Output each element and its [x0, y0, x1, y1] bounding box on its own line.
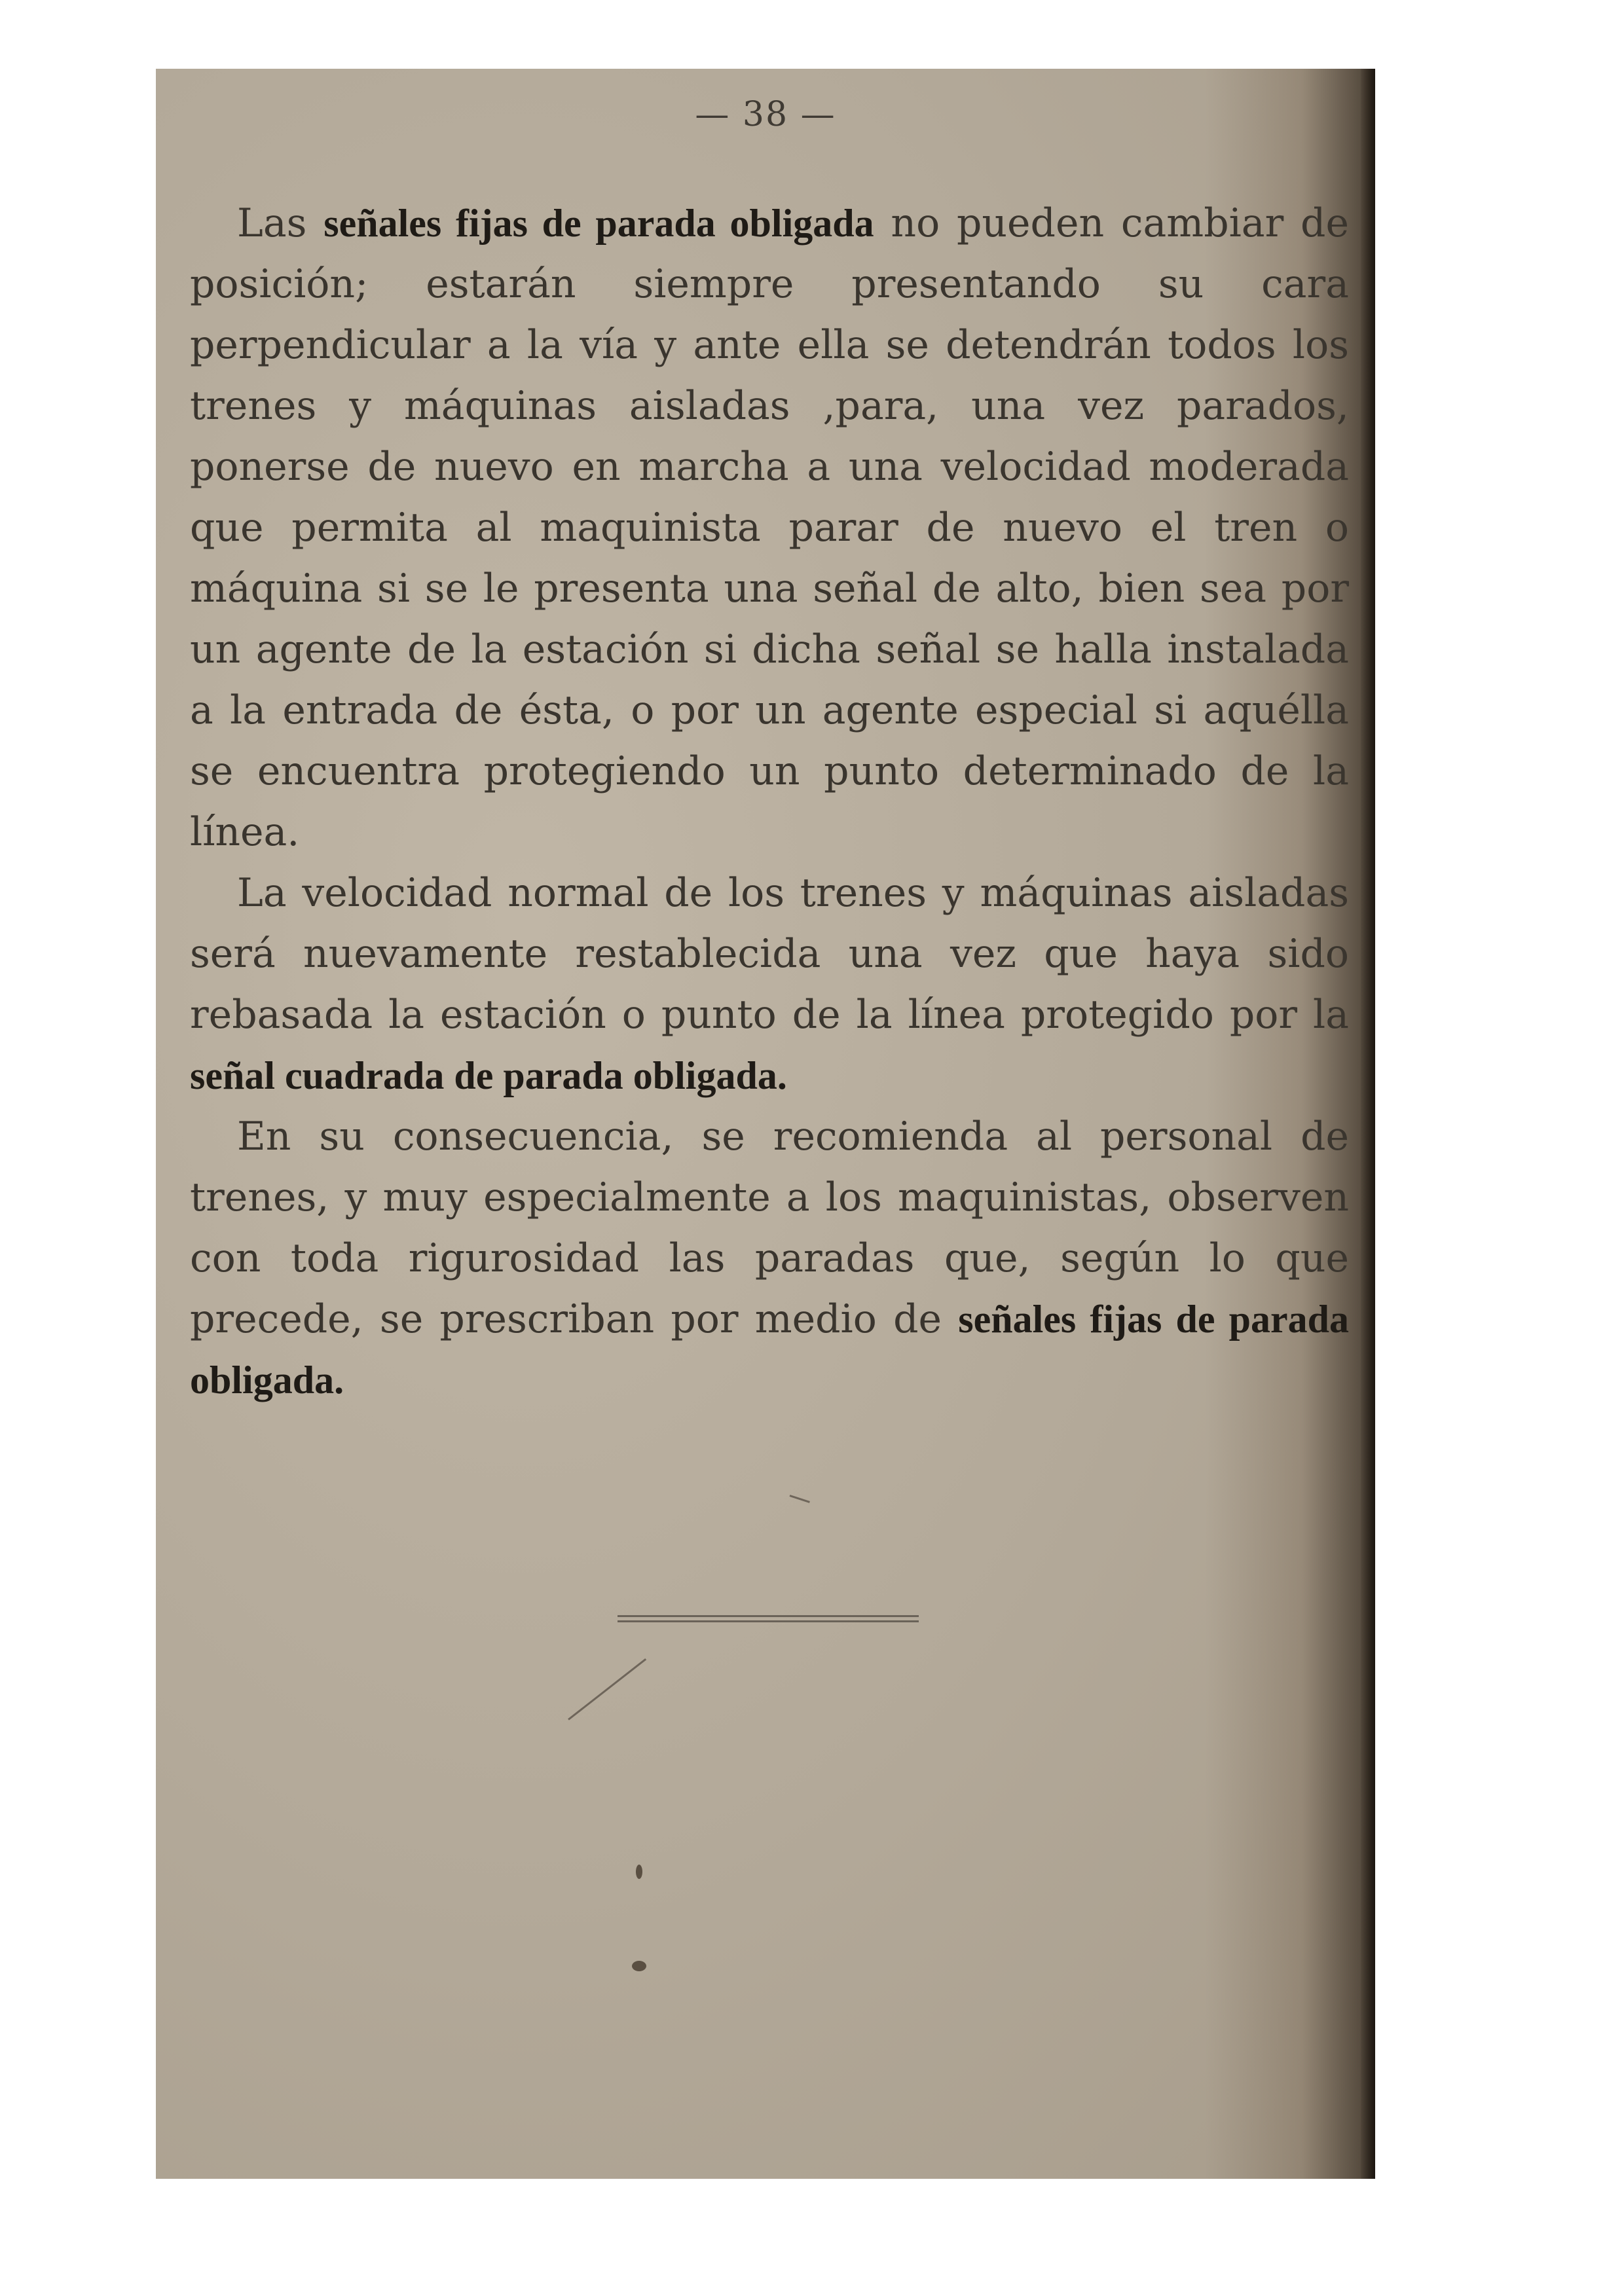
- body-text: [190, 193, 1349, 1411]
- bold-text-run: señal cuadrada de parada obligada.: [190, 1054, 787, 1097]
- bold-text-run: señales fijas de parada obligada.: [190, 1298, 1349, 1402]
- rule-line: [618, 1620, 919, 1622]
- paragraph: [190, 1106, 1349, 1411]
- text-run: no pueden cambiar de posición; estarán siempre presentando su cara perpendicular a la vía y ante ella se detendrán todos los trenes y máquinas aisladas ,para, una vez parados, ponerse de nuevo en marcha a una velocidad moderada que permita al maquinista parar de nuevo el tren o máquina si se le presenta una señal de alto, bien sea por un agente de la estación si dicha señal se halla instalada a la entrada de ésta, o por un agente especial si aquélla se encuentra protegiendo un punto determinado de la línea.: [190, 200, 1349, 855]
- paper-stain: [636, 1865, 642, 1879]
- paper-stain: [632, 1961, 646, 1971]
- text-run: Las: [237, 200, 324, 246]
- pencil-mark: [790, 1495, 810, 1503]
- paragraph: [190, 193, 1349, 863]
- text-run: En su consecuencia, se recomienda al personal de trenes, y muy especialmente a los maquinistas, observen con toda rigurosidad las paradas que, según lo que precede, se prescriban por medio de: [190, 1114, 1349, 1342]
- text-run: La velocidad normal de los trenes y máquinas aisladas será nuevamente restablecida una vez que haya sido rebasada la estación o punto de la línea protegido por la: [190, 870, 1349, 1038]
- scanned-page: [156, 69, 1375, 2179]
- paragraph: [190, 863, 1349, 1106]
- bold-text-run: señales fijas de parada obligada: [323, 202, 874, 245]
- page-number: — 38 —: [695, 95, 836, 134]
- closing-rule: [618, 1614, 919, 1624]
- rule-line: [618, 1615, 919, 1617]
- pencil-mark: [568, 1658, 646, 1721]
- page-binding-shadow: [1361, 69, 1375, 2179]
